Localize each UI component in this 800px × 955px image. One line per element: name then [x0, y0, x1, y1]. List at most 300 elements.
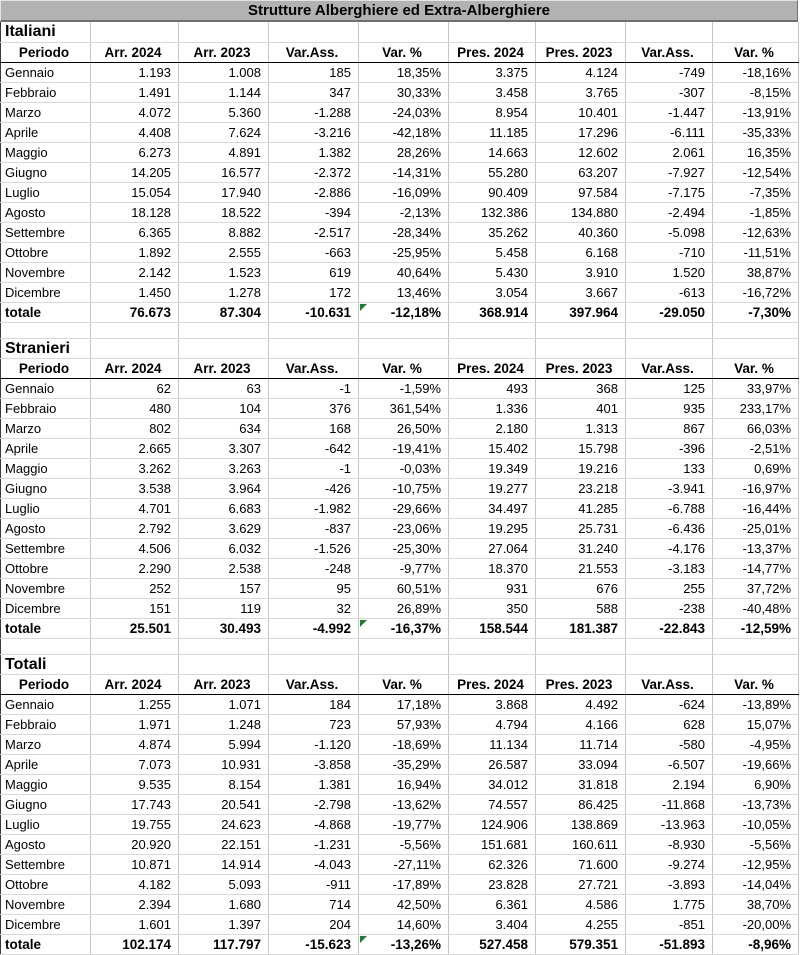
- cell[interactable]: -13,89%: [713, 694, 799, 714]
- cell[interactable]: Novembre: [1, 578, 91, 598]
- cell[interactable]: 619: [269, 262, 359, 282]
- column-header-8[interactable]: Var. %: [713, 674, 799, 694]
- cell[interactable]: 2.180: [449, 418, 536, 438]
- total-cell[interactable]: 158.544: [449, 618, 536, 638]
- cell[interactable]: 361,54%: [359, 398, 449, 418]
- cell[interactable]: 97.584: [536, 182, 626, 202]
- cell[interactable]: Febbraio: [1, 398, 91, 418]
- cell[interactable]: 17,18%: [359, 694, 449, 714]
- cell[interactable]: -14,77%: [713, 558, 799, 578]
- cell[interactable]: Ottobre: [1, 242, 91, 262]
- total-cell[interactable]: -12,59%: [713, 618, 799, 638]
- cell[interactable]: 3.765: [536, 82, 626, 102]
- cell[interactable]: 34.497: [449, 498, 536, 518]
- column-header-periodo[interactable]: Periodo: [1, 42, 91, 62]
- cell[interactable]: [1, 638, 91, 654]
- cell[interactable]: 3.538: [91, 478, 179, 498]
- cell[interactable]: 4.492: [536, 694, 626, 714]
- cell[interactable]: 6.365: [91, 222, 179, 242]
- cell[interactable]: 401: [536, 398, 626, 418]
- column-header-7[interactable]: Var.Ass.: [626, 358, 713, 378]
- cell[interactable]: 86.425: [536, 794, 626, 814]
- cell[interactable]: 8.154: [179, 774, 269, 794]
- cell[interactable]: 30,33%: [359, 82, 449, 102]
- cell[interactable]: -394: [269, 202, 359, 222]
- cell[interactable]: 168: [269, 418, 359, 438]
- cell[interactable]: -27,11%: [359, 854, 449, 874]
- cell[interactable]: 714: [269, 894, 359, 914]
- cell[interactable]: 17.296: [536, 122, 626, 142]
- cell[interactable]: 1.397: [179, 914, 269, 934]
- cell[interactable]: 66,03%: [713, 418, 799, 438]
- cell[interactable]: 16,35%: [713, 142, 799, 162]
- column-header-periodo[interactable]: Periodo: [1, 674, 91, 694]
- cell[interactable]: 16,94%: [359, 774, 449, 794]
- cell[interactable]: -9,77%: [359, 558, 449, 578]
- cell[interactable]: -5,56%: [359, 834, 449, 854]
- total-cell[interactable]: -29.050: [626, 302, 713, 322]
- total-cell[interactable]: 25.501: [91, 618, 179, 638]
- cell[interactable]: 14.205: [91, 162, 179, 182]
- cell[interactable]: -5.098: [626, 222, 713, 242]
- cell[interactable]: 18,35%: [359, 62, 449, 82]
- cell[interactable]: 74.557: [449, 794, 536, 814]
- cell[interactable]: 2.061: [626, 142, 713, 162]
- total-cell[interactable]: 368.914: [449, 302, 536, 322]
- cell[interactable]: 33,97%: [713, 378, 799, 398]
- cell[interactable]: -20,00%: [713, 914, 799, 934]
- cell[interactable]: 2.194: [626, 774, 713, 794]
- cell[interactable]: -35,33%: [713, 122, 799, 142]
- cell[interactable]: -25,30%: [359, 538, 449, 558]
- cell[interactable]: -238: [626, 598, 713, 618]
- cell[interactable]: 11.714: [536, 734, 626, 754]
- cell[interactable]: -10,75%: [359, 478, 449, 498]
- cell[interactable]: 4.506: [91, 538, 179, 558]
- cell[interactable]: -1: [269, 378, 359, 398]
- cell[interactable]: 63.207: [536, 162, 626, 182]
- column-header-5[interactable]: Pres. 2024: [449, 42, 536, 62]
- cell[interactable]: 17.743: [91, 794, 179, 814]
- cell[interactable]: 19.216: [536, 458, 626, 478]
- cell[interactable]: Settembre: [1, 854, 91, 874]
- cell[interactable]: 15.054: [91, 182, 179, 202]
- column-header-2[interactable]: Arr. 2023: [179, 358, 269, 378]
- cell[interactable]: 184: [269, 694, 359, 714]
- cell[interactable]: 6.273: [91, 142, 179, 162]
- cell[interactable]: Febbraio: [1, 82, 91, 102]
- cell[interactable]: 38,70%: [713, 894, 799, 914]
- cell[interactable]: -40,48%: [713, 598, 799, 618]
- column-header-4[interactable]: Var. %: [359, 358, 449, 378]
- cell[interactable]: 14,60%: [359, 914, 449, 934]
- cell[interactable]: 13,46%: [359, 282, 449, 302]
- cell[interactable]: [449, 22, 536, 42]
- total-cell[interactable]: 30.493: [179, 618, 269, 638]
- cell[interactable]: 1.255: [91, 694, 179, 714]
- cell[interactable]: 4.182: [91, 874, 179, 894]
- cell[interactable]: -16,97%: [713, 478, 799, 498]
- column-header-4[interactable]: Var. %: [359, 674, 449, 694]
- cell[interactable]: 5.458: [449, 242, 536, 262]
- cell[interactable]: 4.166: [536, 714, 626, 734]
- cell[interactable]: 3.263: [179, 458, 269, 478]
- cell[interactable]: 60,51%: [359, 578, 449, 598]
- cell[interactable]: [91, 322, 179, 338]
- cell[interactable]: -16,72%: [713, 282, 799, 302]
- cell[interactable]: [269, 654, 359, 674]
- cell[interactable]: -13,37%: [713, 538, 799, 558]
- cell[interactable]: 4.874: [91, 734, 179, 754]
- cell[interactable]: 2.290: [91, 558, 179, 578]
- cell[interactable]: 931: [449, 578, 536, 598]
- cell[interactable]: [449, 638, 536, 654]
- cell[interactable]: 35.262: [449, 222, 536, 242]
- cell[interactable]: 676: [536, 578, 626, 598]
- cell[interactable]: 1.775: [626, 894, 713, 914]
- cell[interactable]: 350: [449, 598, 536, 618]
- cell[interactable]: 3.629: [179, 518, 269, 538]
- cell[interactable]: 3.964: [179, 478, 269, 498]
- cell[interactable]: -14,31%: [359, 162, 449, 182]
- cell[interactable]: 151: [91, 598, 179, 618]
- cell[interactable]: Giugno: [1, 794, 91, 814]
- cell[interactable]: 204: [269, 914, 359, 934]
- cell[interactable]: -1.447: [626, 102, 713, 122]
- total-cell[interactable]: -13,26%: [359, 934, 449, 954]
- cell[interactable]: [359, 654, 449, 674]
- cell[interactable]: [359, 638, 449, 654]
- cell[interactable]: Gennaio: [1, 694, 91, 714]
- cell[interactable]: -11,51%: [713, 242, 799, 262]
- cell[interactable]: 2.394: [91, 894, 179, 914]
- cell[interactable]: -12,95%: [713, 854, 799, 874]
- cell[interactable]: 3.262: [91, 458, 179, 478]
- cell[interactable]: -613: [626, 282, 713, 302]
- cell[interactable]: Maggio: [1, 458, 91, 478]
- cell[interactable]: 10.931: [179, 754, 269, 774]
- cell[interactable]: 368: [536, 378, 626, 398]
- cell[interactable]: Settembre: [1, 222, 91, 242]
- cell[interactable]: -5,56%: [713, 834, 799, 854]
- total-cell[interactable]: 397.964: [536, 302, 626, 322]
- cell[interactable]: 6.168: [536, 242, 626, 262]
- cell[interactable]: 4.072: [91, 102, 179, 122]
- cell[interactable]: Giugno: [1, 478, 91, 498]
- cell[interactable]: 31.240: [536, 538, 626, 558]
- cell[interactable]: -851: [626, 914, 713, 934]
- cell[interactable]: 37,72%: [713, 578, 799, 598]
- cell[interactable]: 2.665: [91, 438, 179, 458]
- cell[interactable]: -7,35%: [713, 182, 799, 202]
- cell[interactable]: 5.093: [179, 874, 269, 894]
- cell[interactable]: 20.920: [91, 834, 179, 854]
- cell[interactable]: 723: [269, 714, 359, 734]
- cell[interactable]: -10,05%: [713, 814, 799, 834]
- cell[interactable]: -3.858: [269, 754, 359, 774]
- cell[interactable]: 1.680: [179, 894, 269, 914]
- column-header-periodo[interactable]: Periodo: [1, 358, 91, 378]
- cell[interactable]: 19.295: [449, 518, 536, 538]
- cell[interactable]: -24,03%: [359, 102, 449, 122]
- cell[interactable]: 1.313: [536, 418, 626, 438]
- cell[interactable]: 9.535: [91, 774, 179, 794]
- cell[interactable]: -6.507: [626, 754, 713, 774]
- cell[interactable]: -663: [269, 242, 359, 262]
- cell[interactable]: -8,15%: [713, 82, 799, 102]
- cell[interactable]: -426: [269, 478, 359, 498]
- cell[interactable]: -16,09%: [359, 182, 449, 202]
- cell[interactable]: 3.458: [449, 82, 536, 102]
- total-cell[interactable]: -4.992: [269, 618, 359, 638]
- cell[interactable]: -749: [626, 62, 713, 82]
- cell[interactable]: -13,62%: [359, 794, 449, 814]
- cell[interactable]: 2.142: [91, 262, 179, 282]
- cell[interactable]: 11.134: [449, 734, 536, 754]
- cell[interactable]: 40.360: [536, 222, 626, 242]
- cell[interactable]: 628: [626, 714, 713, 734]
- cell[interactable]: Agosto: [1, 202, 91, 222]
- cell[interactable]: [536, 638, 626, 654]
- cell[interactable]: 802: [91, 418, 179, 438]
- cell[interactable]: 24.623: [179, 814, 269, 834]
- column-header-3[interactable]: Var.Ass.: [269, 42, 359, 62]
- cell[interactable]: 2.538: [179, 558, 269, 578]
- cell[interactable]: Aprile: [1, 754, 91, 774]
- cell[interactable]: 1.491: [91, 82, 179, 102]
- total-cell[interactable]: totale: [1, 302, 91, 322]
- cell[interactable]: [626, 654, 713, 674]
- cell[interactable]: 27.721: [536, 874, 626, 894]
- cell[interactable]: -1.526: [269, 538, 359, 558]
- cell[interactable]: -2.372: [269, 162, 359, 182]
- cell[interactable]: 2.792: [91, 518, 179, 538]
- cell[interactable]: -1.982: [269, 498, 359, 518]
- cell[interactable]: -3.216: [269, 122, 359, 142]
- cell[interactable]: -19,77%: [359, 814, 449, 834]
- total-cell[interactable]: -10.631: [269, 302, 359, 322]
- cell[interactable]: -1.231: [269, 834, 359, 854]
- cell[interactable]: [359, 322, 449, 338]
- cell[interactable]: Ottobre: [1, 558, 91, 578]
- cell[interactable]: 31.818: [536, 774, 626, 794]
- cell[interactable]: 21.553: [536, 558, 626, 578]
- cell[interactable]: Luglio: [1, 498, 91, 518]
- cell[interactable]: 867: [626, 418, 713, 438]
- cell[interactable]: [179, 322, 269, 338]
- cell[interactable]: -13,73%: [713, 794, 799, 814]
- total-cell[interactable]: totale: [1, 618, 91, 638]
- column-header-1[interactable]: Arr. 2024: [91, 674, 179, 694]
- cell[interactable]: 8.882: [179, 222, 269, 242]
- cell[interactable]: 1.450: [91, 282, 179, 302]
- cell[interactable]: 588: [536, 598, 626, 618]
- cell[interactable]: 172: [269, 282, 359, 302]
- column-header-7[interactable]: Var.Ass.: [626, 674, 713, 694]
- cell[interactable]: 8.954: [449, 102, 536, 122]
- cell[interactable]: Febbraio: [1, 714, 91, 734]
- cell[interactable]: [179, 654, 269, 674]
- cell[interactable]: [359, 338, 449, 358]
- cell[interactable]: 160.611: [536, 834, 626, 854]
- cell[interactable]: [713, 338, 799, 358]
- cell[interactable]: [536, 338, 626, 358]
- cell[interactable]: 71.600: [536, 854, 626, 874]
- total-cell[interactable]: -22.843: [626, 618, 713, 638]
- cell[interactable]: 15.798: [536, 438, 626, 458]
- cell[interactable]: -11.868: [626, 794, 713, 814]
- cell[interactable]: 26,50%: [359, 418, 449, 438]
- total-cell[interactable]: -16,37%: [359, 618, 449, 638]
- cell[interactable]: 19.277: [449, 478, 536, 498]
- cell[interactable]: [91, 638, 179, 654]
- cell[interactable]: Novembre: [1, 894, 91, 914]
- cell[interactable]: 26,89%: [359, 598, 449, 618]
- cell[interactable]: 1.892: [91, 242, 179, 262]
- cell[interactable]: [91, 22, 179, 42]
- cell[interactable]: 4.794: [449, 714, 536, 734]
- total-cell[interactable]: -8,96%: [713, 934, 799, 954]
- cell[interactable]: -2.886: [269, 182, 359, 202]
- cell[interactable]: -396: [626, 438, 713, 458]
- cell[interactable]: 4.124: [536, 62, 626, 82]
- cell[interactable]: -3.893: [626, 874, 713, 894]
- cell[interactable]: -1,85%: [713, 202, 799, 222]
- total-cell[interactable]: 579.351: [536, 934, 626, 954]
- cell[interactable]: 15,07%: [713, 714, 799, 734]
- cell[interactable]: -2,51%: [713, 438, 799, 458]
- cell[interactable]: [449, 322, 536, 338]
- cell[interactable]: Maggio: [1, 774, 91, 794]
- column-header-2[interactable]: Arr. 2023: [179, 674, 269, 694]
- cell[interactable]: 10.871: [91, 854, 179, 874]
- cell[interactable]: 138.869: [536, 814, 626, 834]
- cell[interactable]: 3.404: [449, 914, 536, 934]
- cell[interactable]: 57,93%: [359, 714, 449, 734]
- cell[interactable]: -6.788: [626, 498, 713, 518]
- cell[interactable]: -35,29%: [359, 754, 449, 774]
- cell[interactable]: Gennaio: [1, 62, 91, 82]
- cell[interactable]: 7.073: [91, 754, 179, 774]
- cell[interactable]: 5.994: [179, 734, 269, 754]
- cell[interactable]: [626, 338, 713, 358]
- cell[interactable]: -13,91%: [713, 102, 799, 122]
- column-header-3[interactable]: Var.Ass.: [269, 674, 359, 694]
- cell[interactable]: -19,41%: [359, 438, 449, 458]
- cell[interactable]: -12,63%: [713, 222, 799, 242]
- cell[interactable]: 7.624: [179, 122, 269, 142]
- cell[interactable]: 104: [179, 398, 269, 418]
- cell[interactable]: 1.336: [449, 398, 536, 418]
- cell[interactable]: 1.971: [91, 714, 179, 734]
- cell[interactable]: Giugno: [1, 162, 91, 182]
- column-header-7[interactable]: Var.Ass.: [626, 42, 713, 62]
- cell[interactable]: -1.120: [269, 734, 359, 754]
- cell[interactable]: 0,69%: [713, 458, 799, 478]
- cell[interactable]: 17.940: [179, 182, 269, 202]
- cell[interactable]: -624: [626, 694, 713, 714]
- cell[interactable]: 5.430: [449, 262, 536, 282]
- cell[interactable]: [626, 22, 713, 42]
- cell[interactable]: Agosto: [1, 834, 91, 854]
- cell[interactable]: -4,95%: [713, 734, 799, 754]
- cell[interactable]: 14.663: [449, 142, 536, 162]
- column-header-5[interactable]: Pres. 2024: [449, 358, 536, 378]
- cell[interactable]: 62: [91, 378, 179, 398]
- cell[interactable]: 40,64%: [359, 262, 449, 282]
- cell[interactable]: -6.436: [626, 518, 713, 538]
- cell[interactable]: 1.382: [269, 142, 359, 162]
- cell[interactable]: 157: [179, 578, 269, 598]
- cell[interactable]: 62.326: [449, 854, 536, 874]
- cell[interactable]: -14,04%: [713, 874, 799, 894]
- total-cell[interactable]: -7,30%: [713, 302, 799, 322]
- column-header-6[interactable]: Pres. 2023: [536, 42, 626, 62]
- cell[interactable]: 480: [91, 398, 179, 418]
- column-header-6[interactable]: Pres. 2023: [536, 358, 626, 378]
- cell[interactable]: -710: [626, 242, 713, 262]
- cell[interactable]: Ottobre: [1, 874, 91, 894]
- cell[interactable]: 23.218: [536, 478, 626, 498]
- cell[interactable]: [269, 22, 359, 42]
- cell[interactable]: 1.071: [179, 694, 269, 714]
- cell[interactable]: 1.008: [179, 62, 269, 82]
- cell[interactable]: 4.701: [91, 498, 179, 518]
- cell[interactable]: 19.349: [449, 458, 536, 478]
- cell[interactable]: Dicembre: [1, 282, 91, 302]
- cell[interactable]: 33.094: [536, 754, 626, 774]
- total-cell[interactable]: -12,18%: [359, 302, 449, 322]
- cell[interactable]: -642: [269, 438, 359, 458]
- cell[interactable]: [91, 338, 179, 358]
- cell[interactable]: 935: [626, 398, 713, 418]
- cell[interactable]: [713, 22, 799, 42]
- cell[interactable]: 233,17%: [713, 398, 799, 418]
- cell[interactable]: 32: [269, 598, 359, 618]
- cell[interactable]: Gennaio: [1, 378, 91, 398]
- cell[interactable]: Maggio: [1, 142, 91, 162]
- cell[interactable]: 119: [179, 598, 269, 618]
- cell[interactable]: [536, 322, 626, 338]
- cell[interactable]: 28,26%: [359, 142, 449, 162]
- total-cell[interactable]: 117.797: [179, 934, 269, 954]
- cell[interactable]: 3.667: [536, 282, 626, 302]
- cell[interactable]: 1.278: [179, 282, 269, 302]
- cell[interactable]: -1.288: [269, 102, 359, 122]
- cell[interactable]: -1,59%: [359, 378, 449, 398]
- cell[interactable]: [269, 638, 359, 654]
- cell[interactable]: 2.555: [179, 242, 269, 262]
- cell[interactable]: 42,50%: [359, 894, 449, 914]
- cell[interactable]: 376: [269, 398, 359, 418]
- cell[interactable]: -2.798: [269, 794, 359, 814]
- total-cell[interactable]: -15.623: [269, 934, 359, 954]
- total-cell[interactable]: 87.304: [179, 302, 269, 322]
- cell[interactable]: 55.280: [449, 162, 536, 182]
- cell[interactable]: 38,87%: [713, 262, 799, 282]
- cell[interactable]: 3.868: [449, 694, 536, 714]
- cell[interactable]: 63: [179, 378, 269, 398]
- cell[interactable]: -19,66%: [713, 754, 799, 774]
- cell[interactable]: -6.111: [626, 122, 713, 142]
- cell[interactable]: [536, 654, 626, 674]
- cell[interactable]: 4.408: [91, 122, 179, 142]
- cell[interactable]: -17,89%: [359, 874, 449, 894]
- cell[interactable]: [713, 322, 799, 338]
- cell[interactable]: Marzo: [1, 418, 91, 438]
- cell[interactable]: 125: [626, 378, 713, 398]
- total-cell[interactable]: 76.673: [91, 302, 179, 322]
